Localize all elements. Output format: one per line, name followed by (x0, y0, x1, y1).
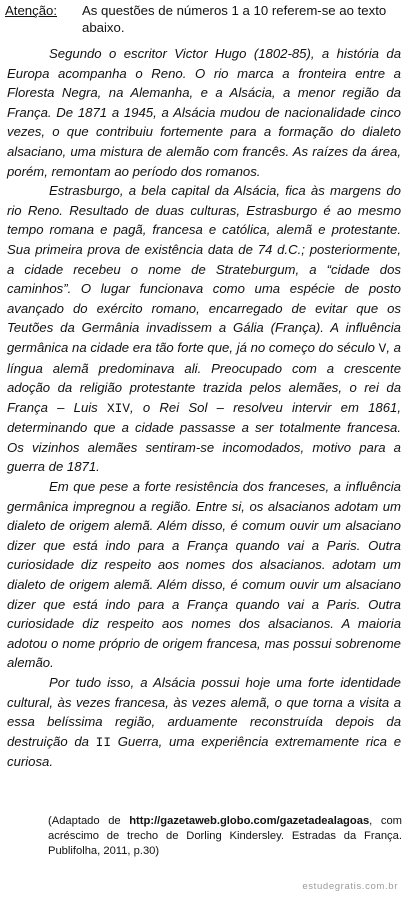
paragraph-2-part-3: , o Rei Sol – resolveu intervir em 1861, determinando que a cidade passasse a ser totalmente francesa. Os vizinhos alemães sentiram-se incomodados, motivo para a guerra de 1871. (7, 399, 402, 475)
paragraph-3-text: Em que pese a forte resistência dos franceses, a influência germânica impregnou a região. Entre si, os alsacianos adotam um dialeto de origem alemã. Além disso, é comum ouvir um alsaciano dizer que está indo para a França quando vai a Paris. Outra curiosidade diz respeito aos nomes dos alsacianos. adotam um dialeto de origem alemã. Além disso, é comum ouvir um alsaciano dizer que está indo para a França quando vai a Paris. Outra curiosidade diz respeito aos nomes dos alsacianos. A maioria adotou o nome próprio de origem francesa, mas possui sobrenome alemão. (7, 479, 401, 671)
roman-numeral-war: II (95, 734, 112, 750)
source-citation (48, 814, 402, 860)
source-suffix: , com acréscimo de trecho de Dorling Kindersley. Estradas da França. Publifolha, 2011, p.30) (48, 815, 402, 858)
source-prefix: (Adaptado de (48, 815, 130, 827)
paragraph-4-part-1: Por tudo isso, a Alsácia possui hoje uma forte identidade cultural, às vezes francesa, às vezes alemã, o que torna a visita a essa belíssima região, arduamente reconstruída depois da destruição da (7, 675, 401, 749)
paragraph-3 (7, 477, 401, 673)
paragraph-2-part-1: Estrasburgo, a bela capital da Alsácia, fica às margens do rio Reno. Resultado de duas culturas, Estrasburgo é ao mesmo tempo romana e pagã, francesa e católica, alemã e protestante. Sua primeira prova de existência data de 74 d.C.; posteriormente, a cidade recebeu o nome de Strateburgum, a “cidade dos caminhos”. O lugar funcionava como uma espécie de posto avançado do exército romano, encarregado de evitar que os Teutões da Germânia invadissem a Gália (França). A influência germânica na cidade era tão forte que, já no começo do século (7, 183, 401, 355)
attention-text: As questões de números 1 a 10 referem-se ao texto abaixo. (82, 3, 387, 35)
paragraph-2 (7, 181, 401, 477)
paragraph-2-part-2: , a língua alemã predominava ali. Preocupado com a crescente adoção da religião protestante trazida pelos alemães, o rei da França – Luis (7, 339, 401, 415)
paragraph-1-text: Segundo o escritor Victor Hugo (1802-85), a história da Europa acompanha o Reno. O rio marca a fronteira entre a Floresta Negra, na Alemanha, e a Alsácia, a menor região da França. De 1871 a 1945, a Alsácia mudou de nacionalidade cinco vezes, o que contribuiu fortemente para a formação do dialeto alsaciano, uma mistura de alemão com francês. As raízes da área, porém, remontam ao período dos romanos. (7, 46, 401, 179)
roman-numeral-king: XIV (106, 400, 131, 416)
paragraph-1 (7, 44, 401, 181)
roman-numeral-century: V (378, 340, 387, 356)
paragraph-4 (7, 673, 401, 772)
paragraph-4-part-2: Guerra, uma experiência extremamente rica e curiosa. (7, 733, 402, 770)
site-watermark: estudegratis.com.br (302, 881, 398, 892)
source-url: http://gazetaweb.globo.com/gazetadealagoas (129, 815, 370, 827)
attention-label: Atenção: (5, 3, 58, 18)
passage-text (7, 44, 401, 772)
